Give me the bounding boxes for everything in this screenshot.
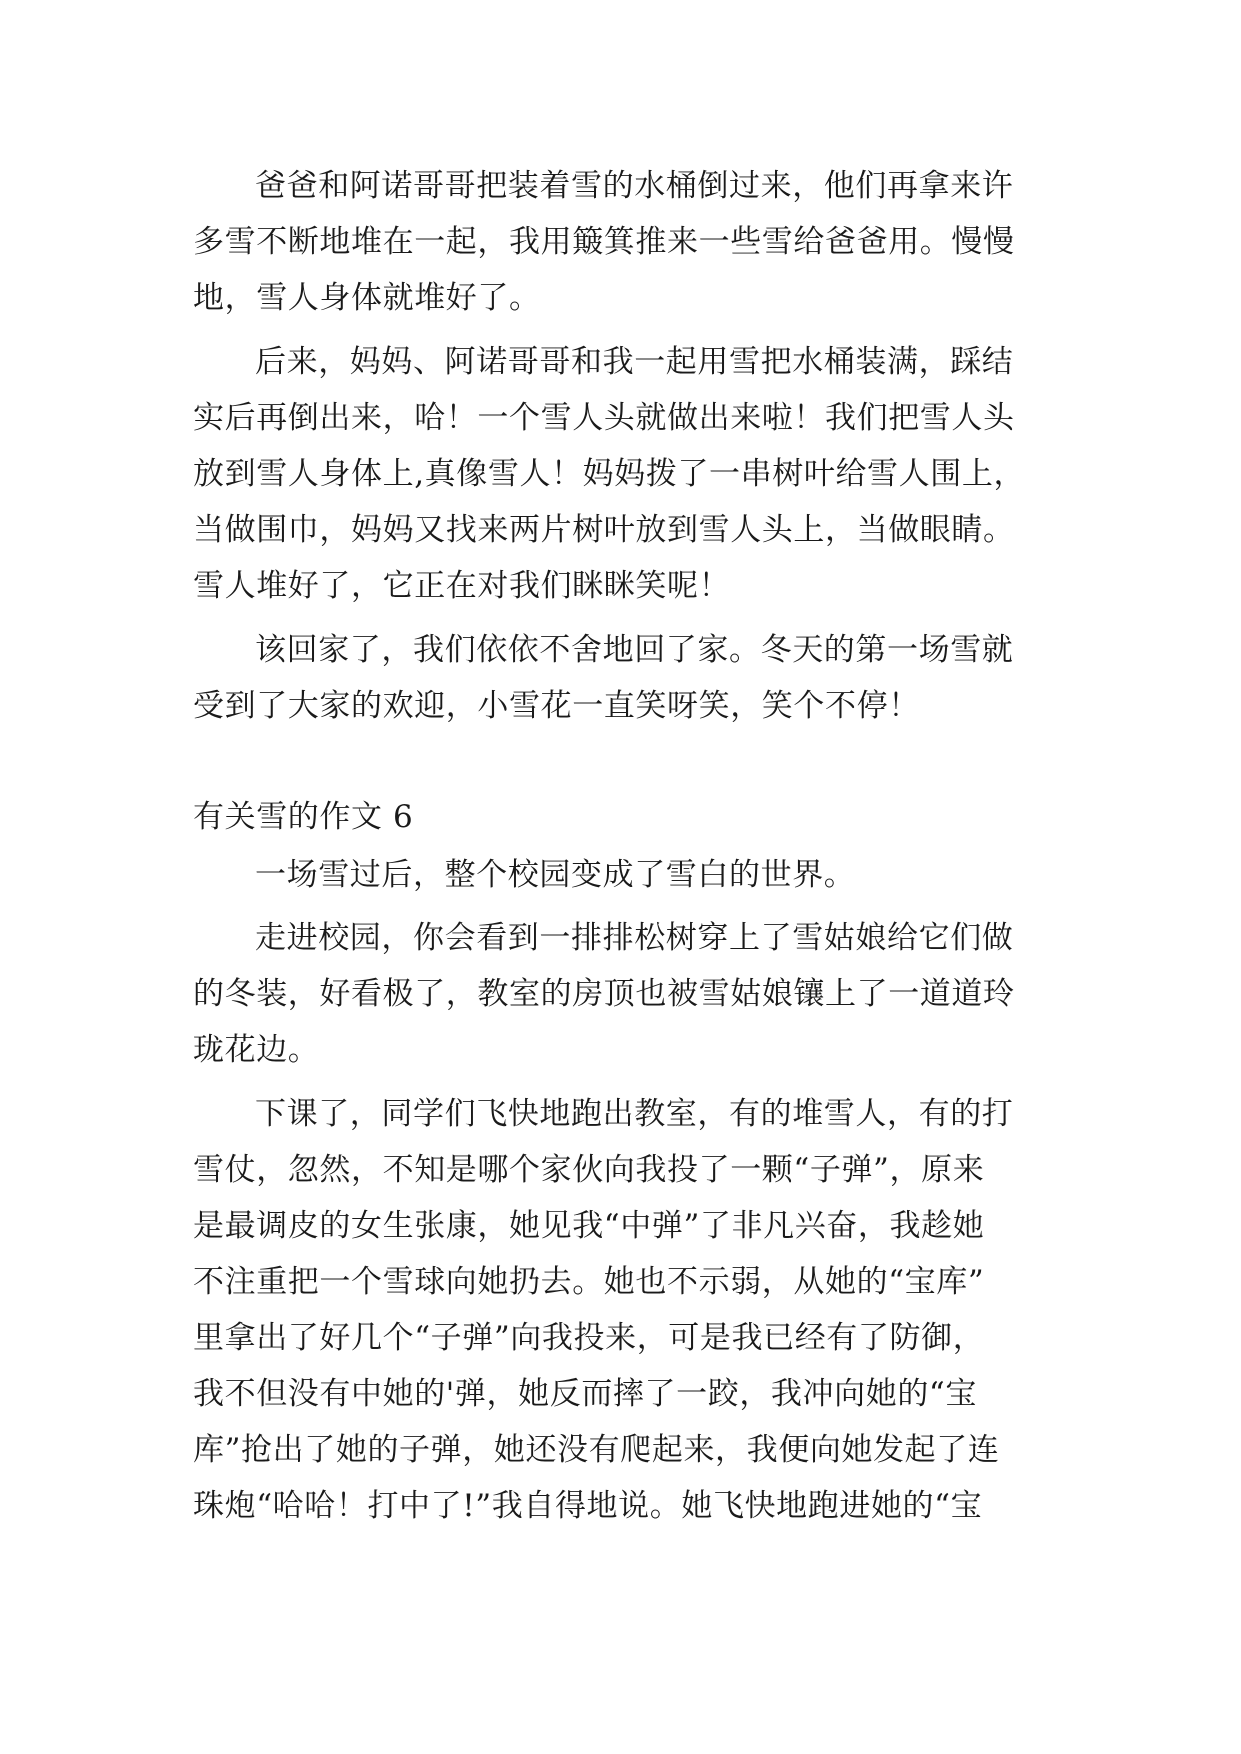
section-6-paragraph-2-line-2: 的冬装，好看极了，教室的房顶也被雪姑娘镶上了一道道玲 xyxy=(193,976,1015,1012)
section-6-paragraph-3-line-5: 里拿出了好几个“子弹”向我投来，可是我已经有了防御， xyxy=(193,1320,985,1356)
section-title: 有关雪的作文 6 xyxy=(193,799,414,835)
section-6-paragraph-3-line-1: 下课了，同学们飞快地跑出教室，有的堆雪人，有的打 xyxy=(255,1096,1014,1132)
section-6-paragraph-3-line-2: 雪仗，忽然，不知是哪个家伙向我投了一颗“子弹”，原来 xyxy=(193,1152,985,1188)
paragraph-2-line-5: 雪人堆好了，它正在对我们眯眯笑呢！ xyxy=(193,568,731,604)
paragraph-2-line-2: 实后再倒出来，哈！一个雪人头就做出来啦！我们把雪人头 xyxy=(193,400,1015,436)
paragraph-1-line-1: 爸爸和阿诺哥哥把装着雪的水桶倒过来，他们再拿来许 xyxy=(255,168,1014,204)
section-6-paragraph-1-line-1: 一场雪过后，整个校园变成了雪白的世界。 xyxy=(255,857,856,893)
section-6-paragraph-2-line-3: 珑花边。 xyxy=(193,1032,320,1068)
section-6-paragraph-3-line-8: 珠炮“哈哈！打中了!”我自得地说。她飞快地跑进她的“宝 xyxy=(193,1488,983,1524)
paragraph-1-line-3: 地，雪人身体就堆好了。 xyxy=(193,280,541,316)
section-6-paragraph-3-line-7: 库”抢出了她的子弹，她还没有爬起来，我便向她发起了连 xyxy=(193,1432,1000,1468)
section-6-paragraph-3-line-6: 我不但没有中她的'弹，她反而摔了一跤，我冲向她的“宝 xyxy=(193,1376,977,1412)
paragraph-2-line-1: 后来，妈妈、阿诺哥哥和我一起用雪把水桶装满，踩结 xyxy=(255,344,1014,380)
paragraph-2-line-3: 放到雪人身体上,真像雪人！妈妈拨了一串树叶给雪人围上， xyxy=(193,456,1026,492)
section-6-paragraph-2-line-1: 走进校园，你会看到一排排松树穿上了雪姑娘给它们做 xyxy=(255,920,1014,956)
paragraph-3-line-1: 该回家了，我们依依不舍地回了家。冬天的第一场雪就 xyxy=(255,632,1014,668)
section-6-paragraph-3-line-4: 不注重把一个雪球向她扔去。她也不示弱，从她的“宝库” xyxy=(193,1264,985,1300)
paragraph-2-line-4: 当做围巾，妈妈又找来两片树叶放到雪人头上，当做眼睛。 xyxy=(193,512,1015,548)
paragraph-1-line-2: 多雪不断地堆在一起，我用簸箕推来一些雪给爸爸用。慢慢 xyxy=(193,224,1015,260)
paragraph-3-line-2: 受到了大家的欢迎，小雪花一直笑呀笑，笑个不停！ xyxy=(193,688,920,724)
section-6-paragraph-3-line-3: 是最调皮的女生张康，她见我“中弹”了非凡兴奋，我趁她 xyxy=(193,1208,985,1244)
